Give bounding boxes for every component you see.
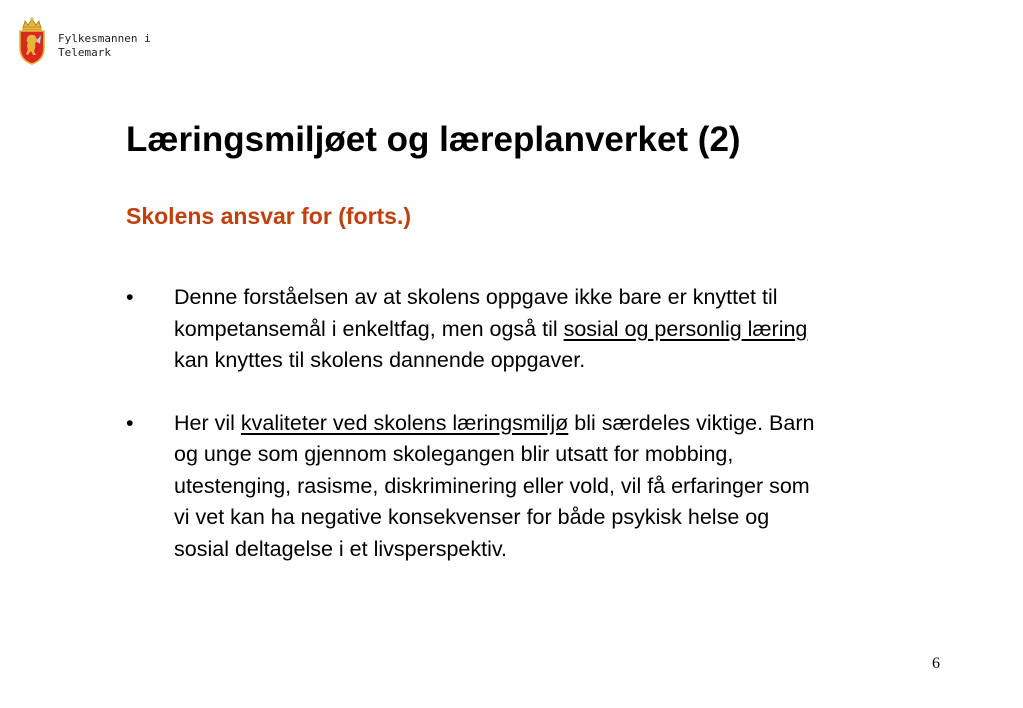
bullet-2-line-1 [174,408,986,440]
bullet-2-line-1-start: Her vil [174,410,241,435]
bullet-marker: • [126,285,134,309]
bullet-2-line-4: vi vet kan ha negative konsekvenser for både psykisk helse og [174,505,770,529]
bullet-1-line-2-text: kompetansemål i enkeltfag, men også til [174,316,564,341]
organization-name-line1: Fylkesmannen i [58,32,151,45]
bullet-list [126,282,986,596]
bullet-item-1 [126,282,986,377]
organization-name [58,32,151,60]
underlined-phrase-social-learning: sosial og personlig læring [563,316,808,341]
slide-title: Læringsmiljøet og læreplanverket (2) [126,120,741,159]
organization-name-line2: Telemark [58,46,111,59]
bullet-marker: • [126,410,134,435]
bullet-1-line-1: Denne forståelsen av at skolens oppgave ikke bare er knyttet til [174,285,778,309]
bullet-1-line-2 [174,314,986,346]
bullet-2-line-5: sosial deltagelse i et livsperspektiv. [174,536,508,561]
slide-subtitle: Skolens ansvar for (forts.) [126,203,412,229]
bullet-1-line-3: kan knyttes til skolens dannende oppgaver. [174,348,586,372]
bullet-2-line-2: og unge som gjennom skolegangen blir utsatt for mobbing, [174,442,734,466]
bullet-2-line-3: utestenging, rasisme, diskriminering eller vold, vil få erfaringer som [174,473,810,498]
bullet-2-line-1-end: bli særdeles viktige. Barn [568,410,815,435]
page-number: 6 [932,655,940,672]
bullet-item-2 [126,408,986,566]
underlined-phrase-learning-environment: kvaliteter ved skolens læringsmiljø [240,410,569,435]
coat-of-arms-icon [17,16,47,66]
